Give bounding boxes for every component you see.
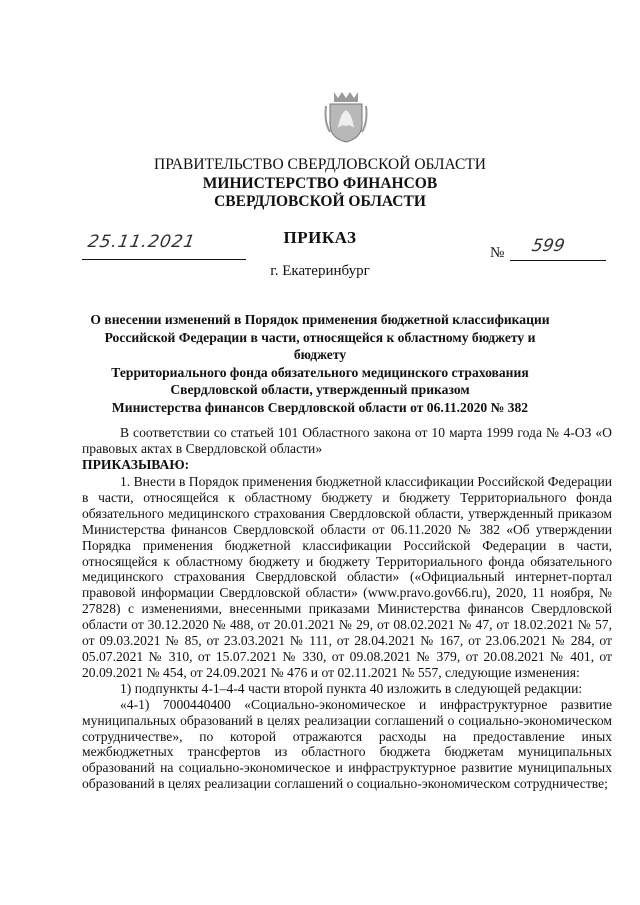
intro-paragraph: В соответствии со статьей 101 Областного закона от 10 марта 1999 года № 4-ОЗ «О правовых актах в Свердловской области» (82, 425, 612, 456)
heading-line: Территориального фонда обязательного медицинского страхования (111, 364, 529, 380)
main-text (82, 474, 612, 792)
paragraph-2: 1) подпункты 4-1–4-4 части второй пункта 40 изложить в следующей редакции: (120, 680, 583, 696)
heading-line: Министерства финансов Свердловской области от 06.11.2020 № 382 (111, 399, 529, 415)
paragraph-1: 1. Внести в Порядок применения бюджетной классификации Российской Федерации в части, относящейся к областному бюджету и бюджету Территориального фонда обязательного медицинского страхования Свердловской области, утвержденный приказом Министерства финансов Свердловской области от 06.11.2020 № 382 «Об утверждении Порядка применения бюджетной классификации Российской Федерации в части, относящейся к областному бюджету и бюджету Территориального фонда обязательного медицинского страхования Свердловской области» («Официальный интернет-портал правовой информации Свердловской области» (www.pravo.gov66.ru), 2020, 11 ноября, № 27828) с изменениями, внесенными приказами Министерства финансов Свердловской области от 30.12.2020 № 488, от 20.01.2021 № 29, от 08.02.2021 № 47, от 18.02.2021 № 57, от 09.03.2021 № 85, от 23.03.2021 № 111, от 28.04.2021 № 167, от 23.06.2021 № 284, от 05.07.2021 № 310, от 15.07.2021 № 330, от 09.08.2021 № 379, от 20.08.2021 № 401, от 20.09.2021 № 454, от 24.09.2021 № 476 и от 02.11.2021 № 557, следующие изменения: (82, 474, 612, 680)
ministry-name: МИНИСТЕРСТВО ФИНАНСОВ (202, 175, 438, 192)
coat-of-arms-emblem (324, 88, 368, 144)
heading-line: Российской Федерации в части, относящейся к областному бюджету и бюджету (104, 329, 536, 362)
number-label: № (490, 245, 505, 261)
order-word: ПРИКАЗЫВАЮ: (82, 456, 190, 472)
heading-line: Свердловской области, утвержденный приказом (170, 382, 470, 397)
heading-line: О внесении изменений в Порядок применения бюджетной классификации (90, 312, 550, 327)
number-underline (510, 260, 606, 261)
region-name: СВЕРДЛОВСКОЙ ОБЛАСТИ (214, 193, 426, 210)
paragraph-3: «4-1) 7000440400 «Социально-экономическое и инфраструктурное развитие муниципальных образований в целях реализации соглашений о социально-экономическом сотрудничестве», по которой отражаются расходы на предоставление иных межбюджетных трансфертов из областного бюджета бюджетам муниципальных образований на социально-экономическое и инфраструктурное развитие муниципальных образований в целях реализации соглашений о социально-экономическом сотрудничестве; (82, 696, 612, 792)
city: г. Екатеринбург (270, 263, 370, 279)
government-name: ПРАВИТЕЛЬСТВО СВЕРДЛОВСКОЙ ОБЛАСТИ (154, 156, 486, 173)
document-heading (80, 311, 560, 416)
document-date: 25.11.2021 (86, 232, 198, 252)
document-type: ПРИКАЗ (283, 228, 357, 247)
document-number: 599 (530, 236, 567, 256)
date-underline (82, 259, 246, 260)
intro-block (82, 425, 612, 473)
